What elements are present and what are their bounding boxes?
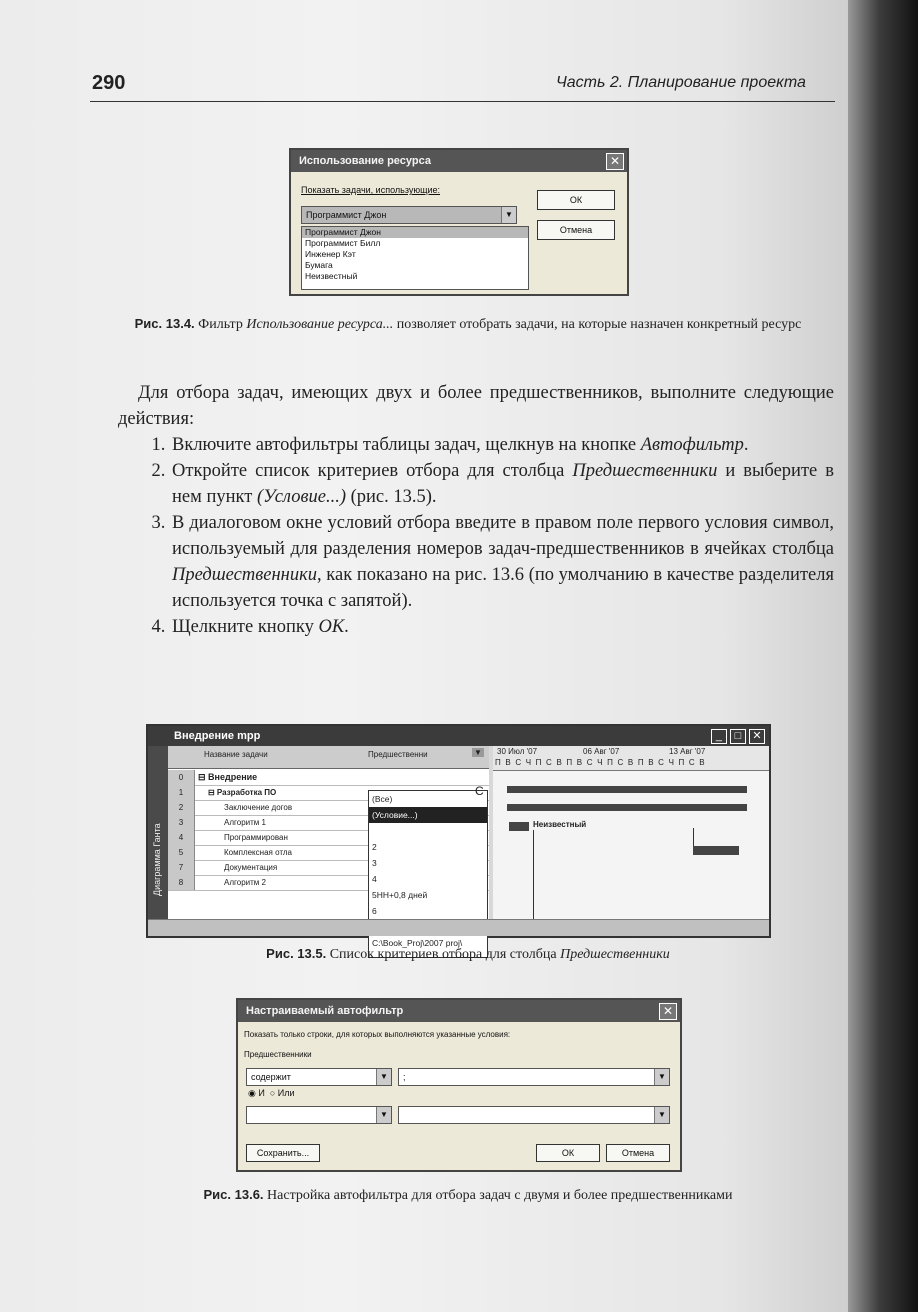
step-italic: (Условие...) [256, 487, 346, 507]
task-bar[interactable] [693, 846, 739, 855]
cancel-button[interactable]: Отмена [537, 220, 615, 240]
caption-label: Рис. 13.5. [266, 946, 327, 961]
value-input-1[interactable] [398, 1068, 670, 1086]
caption-text: Список критериев отбора для столбца [329, 947, 561, 962]
row-number: 2 [168, 800, 195, 815]
or-label: Или [277, 1088, 295, 1098]
intro-paragraph: Для отбора задач, имеющих двух и более предшественников, выполните следующие действия: [118, 383, 834, 429]
figure-caption-13-4 [98, 314, 838, 334]
row-number: 5 [168, 845, 195, 860]
step-text: , как показано на рис. 13.6 (по умолчанию в качестве разделителя используется точка с запятой). [172, 565, 834, 611]
chevron-down-icon[interactable]: ▼ [654, 1107, 669, 1123]
figure-caption-13-6 [98, 1185, 838, 1205]
list-item[interactable]: Программист Джон [302, 227, 528, 238]
step-text: Щелкните кнопку [172, 617, 319, 637]
close-icon[interactable]: ✕ [659, 1003, 677, 1020]
summary-bar[interactable] [507, 786, 747, 793]
dependency-line [693, 828, 694, 848]
operator-value: содержит [251, 1072, 291, 1082]
dropdown-item[interactable]: 4 [372, 874, 377, 884]
dropdown-item[interactable]: 5НН+0,8 дней [372, 890, 428, 900]
cancel-button[interactable]: Отмена [606, 1144, 670, 1162]
step-italic: ОК [318, 617, 345, 637]
step-text: В диалоговом окне условий отбора введите в правом поле первого условия символ, используемый для разделения номеров задач-предшественников в ячейках столбца [172, 513, 834, 559]
row-number: 4 [168, 830, 195, 845]
task-name: ⊟ Внедрение [198, 772, 258, 782]
step-4 [170, 614, 834, 640]
list-item[interactable]: Неизвестный [305, 271, 358, 281]
view-bar-label: Диаграмма Ганта [152, 823, 162, 896]
dropdown-item[interactable]: C:\Book_Proj\2007 proj\ [372, 938, 463, 948]
dropdown-item[interactable]: (Все) [372, 794, 393, 804]
dialog-title: Использование ресурса [291, 150, 627, 172]
dropdown-item[interactable]: (Условие...) [369, 807, 487, 823]
caption-italic: Предшественники [560, 947, 670, 962]
close-icon[interactable]: ✕ [606, 153, 624, 170]
column-header-predecessors-label: Предшественни [368, 750, 428, 759]
task-name: Программирован [224, 833, 288, 842]
figure-caption-13-5 [98, 944, 838, 964]
step-3 [170, 510, 834, 614]
caption-label: Рис. 13.6. [203, 1187, 264, 1202]
minimize-icon[interactable]: _ [711, 729, 727, 744]
caption-text: Настройка автофильтра для отбора задач с двумя и более предшественниками [267, 1188, 733, 1203]
operator-select-1[interactable] [246, 1068, 392, 1086]
ok-button[interactable]: ОК [536, 1144, 600, 1162]
row-number: 3 [168, 815, 195, 830]
horizontal-scrollbar[interactable] [148, 919, 769, 936]
timescale-week: 30 Июл '07 [497, 747, 538, 756]
timescale-week: 13 Авг '07 [669, 747, 706, 756]
step-text: (рис. 13.5). [345, 487, 437, 507]
task-name: Алгоритм 1 [224, 818, 266, 827]
timescale-days: П В С Ч П С В П В С Ч П С В П В С Ч П С В [495, 758, 706, 767]
column-header-name[interactable]: Название задачи [204, 750, 268, 759]
book-spine-shadow [848, 0, 918, 1312]
task-name: Алгоритм 2 [224, 878, 266, 887]
filter-hint: Показать только строки, для которых выполняются указанные условия: [244, 1030, 511, 1039]
steps-list [118, 432, 834, 640]
caption-text: Фильтр [198, 317, 247, 332]
header-rule [90, 101, 835, 102]
custom-autofilter-dialog [236, 998, 682, 1172]
gantt-chart [493, 746, 769, 920]
window-title: Внедрение mpp [148, 726, 769, 746]
step-text: . [743, 435, 749, 455]
running-head: Часть 2. Планирование проекта [556, 74, 806, 91]
caption-label: Рис. 13.4. [134, 316, 195, 331]
logic-radios [248, 1088, 295, 1099]
task-name: Документация [224, 863, 278, 872]
chevron-down-icon[interactable]: ▼ [376, 1069, 391, 1085]
view-bar[interactable] [148, 746, 168, 936]
step-italic: Предшественники [172, 565, 317, 585]
list-item[interactable]: Инженер Кэт [305, 249, 356, 259]
show-tasks-label: Показать задачи, использующие: [301, 185, 441, 195]
chevron-down-icon[interactable]: ▼ [654, 1069, 669, 1085]
table-row[interactable] [168, 770, 489, 786]
task-table [168, 746, 489, 948]
step-text: Откройте список критериев отбора для столбца [172, 461, 573, 481]
step-text: . [344, 617, 349, 637]
body-text [118, 380, 834, 640]
and-label: И [258, 1088, 265, 1098]
dialog-title: Настраиваемый автофильтр [238, 1000, 680, 1022]
list-item[interactable]: Программист Билл [305, 238, 381, 248]
page-number: 290 [92, 72, 126, 94]
resource-label: Неизвестный [533, 820, 587, 829]
table-header [168, 746, 489, 769]
dropdown-item[interactable]: 6 [372, 906, 377, 916]
dependency-line [533, 830, 534, 922]
column-header-predecessors[interactable] [368, 750, 486, 759]
dropdown-item[interactable]: 2 [372, 842, 377, 852]
step-italic: Предшественники [572, 461, 718, 481]
caption-italic: Использование ресурса... [246, 317, 394, 332]
close-icon[interactable]: ✕ [749, 729, 765, 744]
maximize-icon[interactable]: □ [730, 729, 746, 744]
and-radio[interactable]: ◉ И [248, 1088, 265, 1098]
save-button[interactable]: Сохранить... [246, 1144, 320, 1162]
step-1 [170, 432, 834, 458]
chevron-down-icon[interactable]: ▼ [376, 1107, 391, 1123]
dropdown-item[interactable]: 3 [372, 858, 377, 868]
operator-select-2[interactable] [246, 1106, 392, 1124]
column-c-letter: С [475, 784, 484, 798]
value-text: ; [403, 1072, 406, 1082]
autofilter-arrow-icon[interactable]: ▼ [472, 748, 484, 757]
timescale-week: 06 Авг '07 [583, 747, 620, 756]
step-2 [170, 458, 834, 510]
summary-bar[interactable] [507, 804, 747, 811]
step-text: Включите автофильтры таблицы задач, щелкнув на кнопке [172, 435, 641, 455]
ok-button[interactable]: ОК [537, 190, 615, 210]
field-label: Предшественники [244, 1050, 312, 1059]
row-number: 0 [168, 770, 195, 785]
resource-select-value: Программист Джон [306, 210, 387, 220]
row-number: 8 [168, 875, 195, 890]
row-number: 1 [168, 785, 195, 800]
step-text: и выберите в нем пункт [172, 461, 834, 507]
task-name: Заключение догов [224, 803, 293, 812]
dropdown-item[interactable] [369, 823, 487, 839]
caption-text: позволяет отобрать задачи, на которые назначен конкретный ресурс [393, 317, 802, 332]
window-controls [711, 729, 765, 744]
task-name: ⊟ Разработка ПО [208, 788, 277, 797]
step-italic: Автофильтр [640, 435, 744, 455]
row-number: 7 [168, 860, 195, 875]
chevron-down-icon[interactable]: ▼ [501, 207, 516, 223]
or-radio[interactable]: ○ Или [269, 1088, 295, 1098]
task-bar[interactable] [509, 822, 529, 831]
list-item[interactable]: Бумага [305, 260, 333, 270]
resource-usage-dialog [289, 148, 629, 296]
task-name: Комплексная отла [224, 848, 292, 857]
resource-select[interactable] [301, 206, 517, 224]
value-input-2[interactable] [398, 1106, 670, 1124]
resource-list[interactable] [301, 226, 529, 290]
project-window [146, 724, 771, 948]
timescale [493, 746, 769, 771]
